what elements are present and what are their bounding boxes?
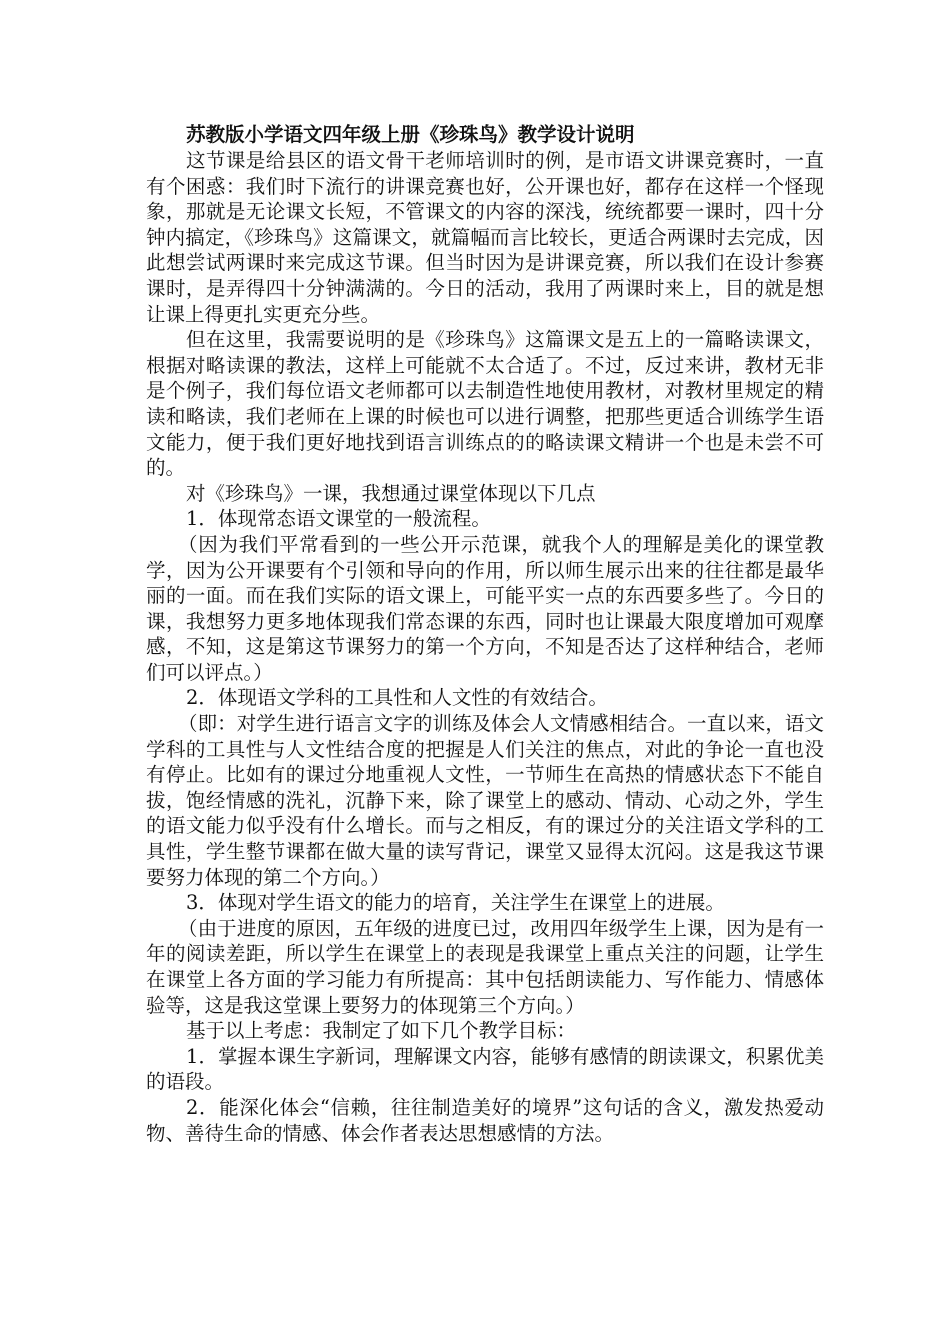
- goals-intro: 基于以上考虑：我制定了如下几个教学目标：: [186, 1019, 577, 1043]
- point-2-heading: 2．体现语文学科的工具性和人文性的有效结合。: [186, 686, 608, 710]
- point-2-detail: （即：对学生进行语言文字的训练及体会人文情感相结合。一直以来，语文学科的工具性与人文性结合度的把握是人们关注的焦点，对此的争论一直也没有停止。比如有的课过分地重视人文性，一节师生在高热的情感状态下不能自拔，饱经情感的洗礼，沉静下来，除了课堂上的感动、情动、心动之外，学生的语文能力似乎没有什么增长。而与之相反，有的课过分的关注语文学科的工具性，学生整节课都在做大量的读写背记，课堂又显得太沉闷。这是我这节课要努力体现的第二个方向。）: [146, 712, 824, 889]
- goal-2: 2．能深化体会“信赖，往往制造美好的境界”这句话的含义，激发热爱动物、善待生命的情感、体会作者表达思想感情的方法。: [146, 1095, 824, 1145]
- point-1-detail: （因为我们平常看到的一些公开示范课，就我个人的理解是美化的课堂教学，因为公开课要有个引领和导向的作用，所以师生展示出来的往往都是最华丽的一面。而在我们实际的语文课上，可能平实一点的东西要多些了。今日的课，我想努力更多地体现我们常态课的东西，同时也让课最大限度增加可观摩感，不知，这是第这节课努力的第一个方向，不知是否达了这样种结合，老师们可以评点。）: [146, 532, 824, 684]
- point-3-heading: 3．体现对学生语文的能力的培育，关注学生在课堂上的进展。: [186, 891, 725, 915]
- point-3-detail: （由于进度的原因，五年级的进度已过，改用四年级学生上课，因为是有一年的阅读差距，所以学生在课堂上的表现是我课堂上重点关注的问题，让学生在课堂上各方面的学习能力有所提高：其中包括朗读能力、写作能力、情感体验等，这是我这堂课上要努力的体现第三个方向。）: [146, 916, 824, 1017]
- goal-1: 1．掌握本课生字新词，理解课文内容，能够有感情的朗读课文，积累优美的语段。: [146, 1044, 824, 1094]
- document-title: 苏教版小学语文四年级上册《珍珠鸟》教学设计说明: [186, 123, 635, 146]
- paragraph-explanation: 但在这里，我需要说明的是《珍珠鸟》这篇课文是五上的一篇略读课文，根据对略读课的教法，这样上可能就不太合适了。不过，反过来讲，教材无非是个例子，我们每位语文老师都可以去制造性地使用教材，对教材里规定的精读和略读，我们老师在上课的时候也可以进行调整，把那些更适合训练学生语文能力，便于我们更好地找到语言训练点的的略读课文精讲一个也是未尝不可的。: [146, 328, 824, 480]
- paragraph-intro: 这节课是给县区的语文骨干老师培训时的例，是市语文讲课竞赛时，一直有个困惑：我们时下流行的讲课竞赛也好，公开课也好，都存在这样一个怪现象，那就是无论课文长短，不管课文的内容的深浅，统统都要一课时，四十分钟内搞定，《珍珠鸟》这篇课文，就篇幅而言比较长，更适合两课时去完成，因此想尝试两课时来完成这节课。但当时因为是讲课竞赛，所以我们在设计参赛课时，是弄得四十分钟满满的。今日的活动，我用了两课时来上，目的就是想让课上得更扎实更充分些。: [146, 149, 824, 326]
- point-1-heading: 1．体现常态语文课堂的一般流程。: [186, 507, 491, 531]
- paragraph-points-intro: 对《珍珠鸟》一课，我想通过课堂体现以下几点: [186, 481, 596, 505]
